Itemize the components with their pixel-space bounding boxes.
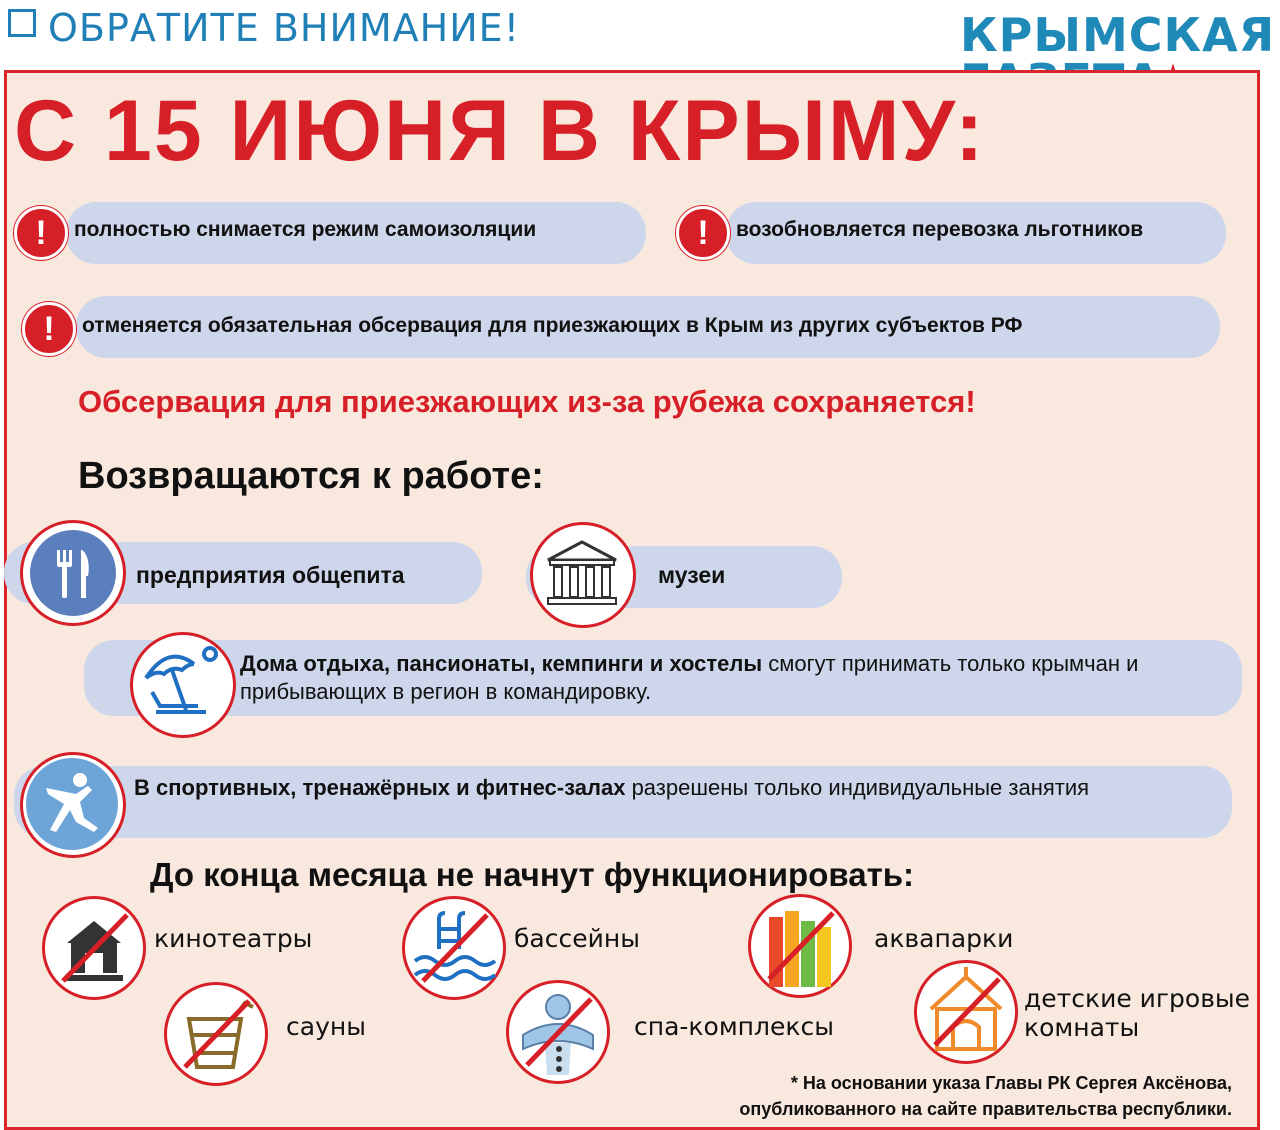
cinema-icon <box>45 899 143 997</box>
resorts-text-bold: Дома отдыха, пансионаты, кемпинги и хостелы <box>240 651 763 676</box>
exclamation-icon: ! <box>22 302 76 356</box>
sauna-bucket-icon <box>167 985 265 1083</box>
resorts-text <box>240 650 1230 706</box>
returning-title: Возвращаются к работе: <box>78 455 544 497</box>
fork-knife-icon <box>30 530 116 616</box>
exclamation-icon: ! <box>14 206 68 260</box>
attention-banner <box>8 6 520 50</box>
attention-text: ОБРАТИТЕ ВНИМАНИЕ! <box>48 6 520 50</box>
alert-text-3: отменяется обязательная обсервация для приезжающих в Крым из других субъектов РФ <box>82 314 1023 337</box>
headline: С 15 ИЮНЯ В КРЫМУ: <box>14 83 986 179</box>
museums-label: музеи <box>658 562 726 588</box>
pool-icon <box>405 899 503 997</box>
exclamation-icon: ! <box>676 206 730 260</box>
logo-line-1: КРЫМСКАЯ <box>960 8 1276 62</box>
sports-text-bold: В спортивных, тренажёрных и фитнес-залах <box>134 775 626 800</box>
footnote-line-1: * На основании указа Главы РК Сергея Аксёнова, <box>790 1073 1232 1093</box>
water-slide-icon <box>751 897 849 995</box>
footnote <box>739 1070 1232 1122</box>
footnote-line-2: опубликованного на сайте правительства республики. <box>739 1099 1232 1119</box>
cinemas-label: кинотеатры <box>154 924 313 953</box>
sports-text <box>134 774 1224 802</box>
saunas-label: сауны <box>286 1012 366 1041</box>
beach-umbrella-icon <box>138 640 222 724</box>
aquaparks-label: аквапарки <box>874 924 1014 953</box>
playrooms-label: детские игровые комнаты <box>1024 984 1251 1042</box>
athlete-icon <box>26 758 118 850</box>
catering-label: предприятия общепита <box>136 562 405 588</box>
spa-person-icon <box>509 983 607 1081</box>
alert-text-1: полностью снимается режим самоизоляции <box>74 218 537 241</box>
alert-text-2: возобновляется перевозка льготников <box>736 218 1144 241</box>
pools-label: бассейны <box>514 924 640 953</box>
observation-note: Обсервация для приезжающих из-за рубежа сохраняется! <box>78 384 976 419</box>
playhouse-icon <box>917 963 1015 1061</box>
spa-label: спа-комплексы <box>634 1012 834 1041</box>
checkbox-icon <box>8 9 36 37</box>
closed-title: До конца месяца не начнут функционировать: <box>150 856 915 893</box>
sports-text-rest: разрешены только индивидуальные занятия <box>625 775 1090 800</box>
resorts-text-rest: смогут принимать только крымчан и прибывающих в регион в командировку. <box>240 651 1139 704</box>
museum-icon <box>540 532 624 616</box>
